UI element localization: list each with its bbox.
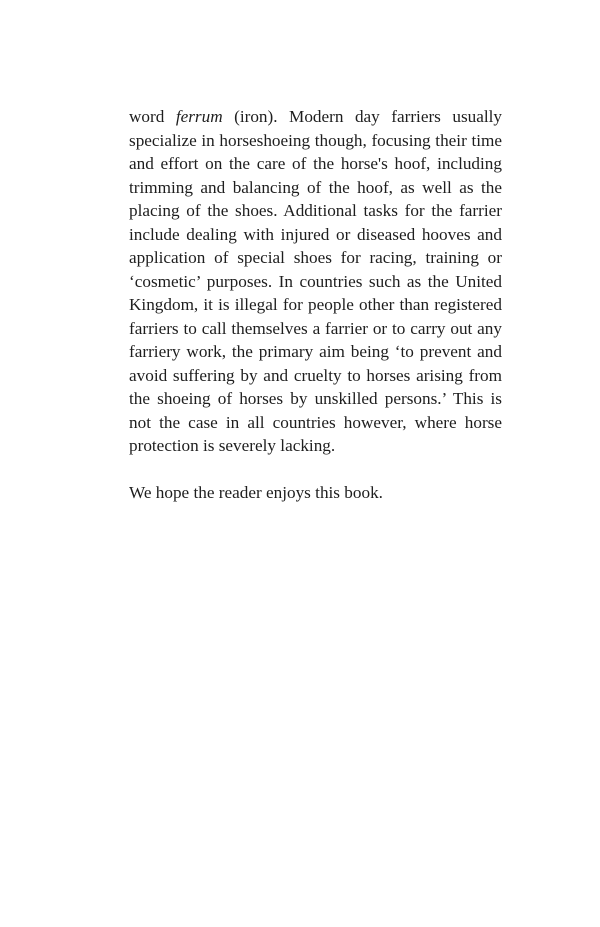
latin-term: ferrum bbox=[175, 107, 223, 126]
paragraph-farriery bbox=[129, 105, 502, 458]
body-text bbox=[129, 105, 502, 504]
paragraph-rest: (iron). Modern day farriers usually specialize in horseshoeing though, focusing their time and effort on the care of the horse's hoof, including trimming and balancing of the hoof, as well as the placing of the shoes. Additional tasks for the farrier include dealing with injured or diseased hooves and application of special shoes for racing, training or ‘cosmetic’ purposes. In countries such as the United Kingdom, it is illegal for people other than registered farriers to call themselves a farrier or to carry out any farriery work, the primary aim being ‘to prevent and avoid suffering by and cruelty to horses arising from the shoeing of horses by unskilled persons.’ This is not the case in all countries however, where horse protection is severely lacking. bbox=[129, 107, 502, 455]
paragraph-closing: We hope the reader enjoys this book. bbox=[129, 482, 383, 502]
paragraph-lead: word bbox=[129, 107, 176, 126]
